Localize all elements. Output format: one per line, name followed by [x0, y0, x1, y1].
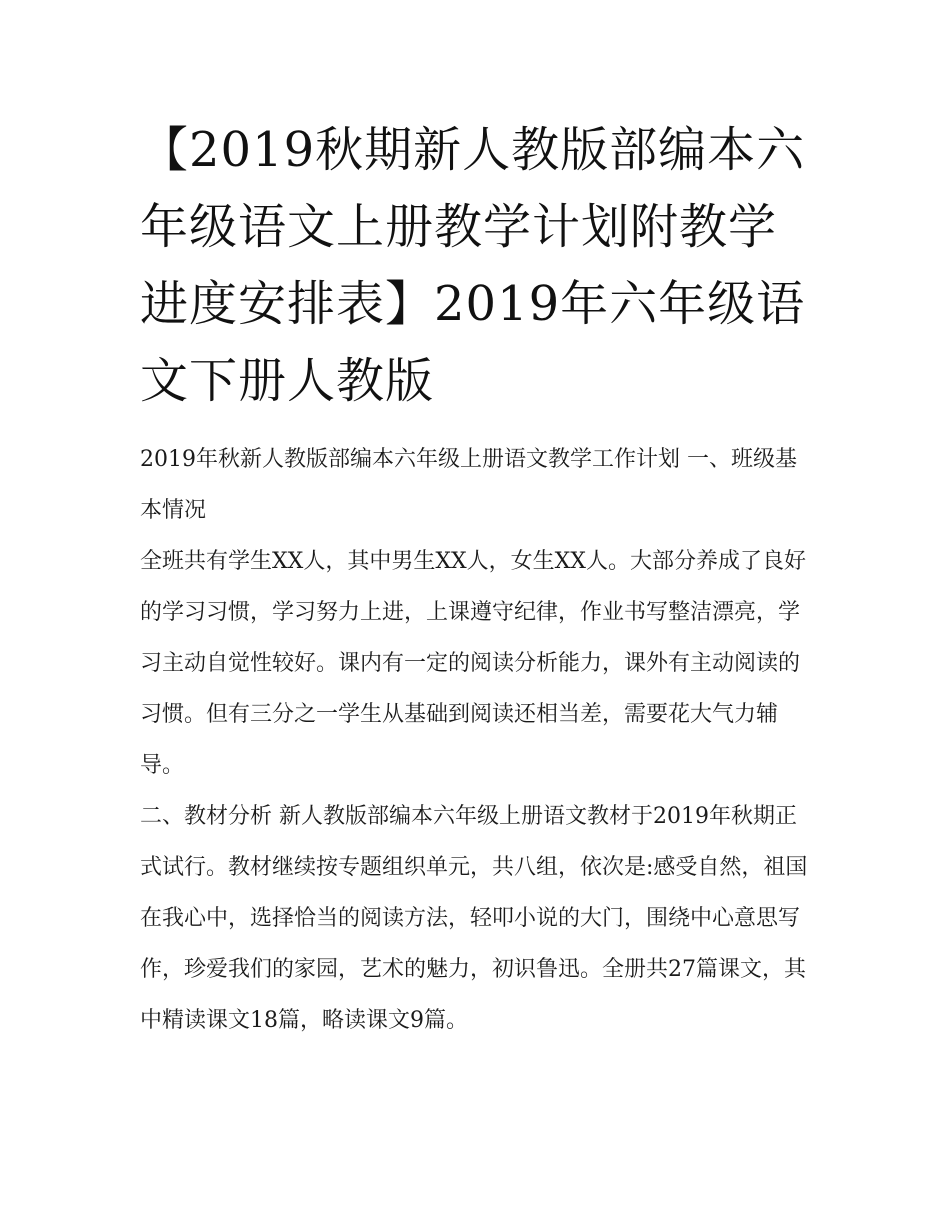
- paragraph-class-overview: 2019年秋新人教版部编本六年级上册语文教学工作计划 一、班级基本情况: [140, 447, 797, 523]
- document-title: 【2019秋期新人教版部编本六年级语文上册教学计划附教学进度安排表】2019年六年级语文下册人教版: [140, 122, 806, 409]
- paragraph-class-situation: 全班共有学生XX人，其中男生XX人，女生XX人。大部分养成了良好的学习习惯，学习努力上进，上课遵守纪律，作业书写整洁漂亮，学习主动自觉性较好。课内有一定的阅读分析能力，课外有主动阅读的习惯。但有三分之一学生从基础到阅读还相当差，需要花大气力辅导。: [140, 549, 806, 778]
- document-body: [140, 434, 812, 1046]
- document-page: [140, 112, 812, 1046]
- paragraph-textbook-analysis: 二、教材分析 新人教版部编本六年级上册语文教材于2019年秋期正式试行。教材继续按专题组织单元，共八组，依次是:感受自然，祖国在我心中，选择恰当的阅读方法，轻叩小说的大门，围绕中心意思写作，珍爱我们的家园，艺术的魅力，初识鲁迅。全册共27篇课文，其中精读课文18篇，略读课文9篇。: [140, 804, 808, 1033]
